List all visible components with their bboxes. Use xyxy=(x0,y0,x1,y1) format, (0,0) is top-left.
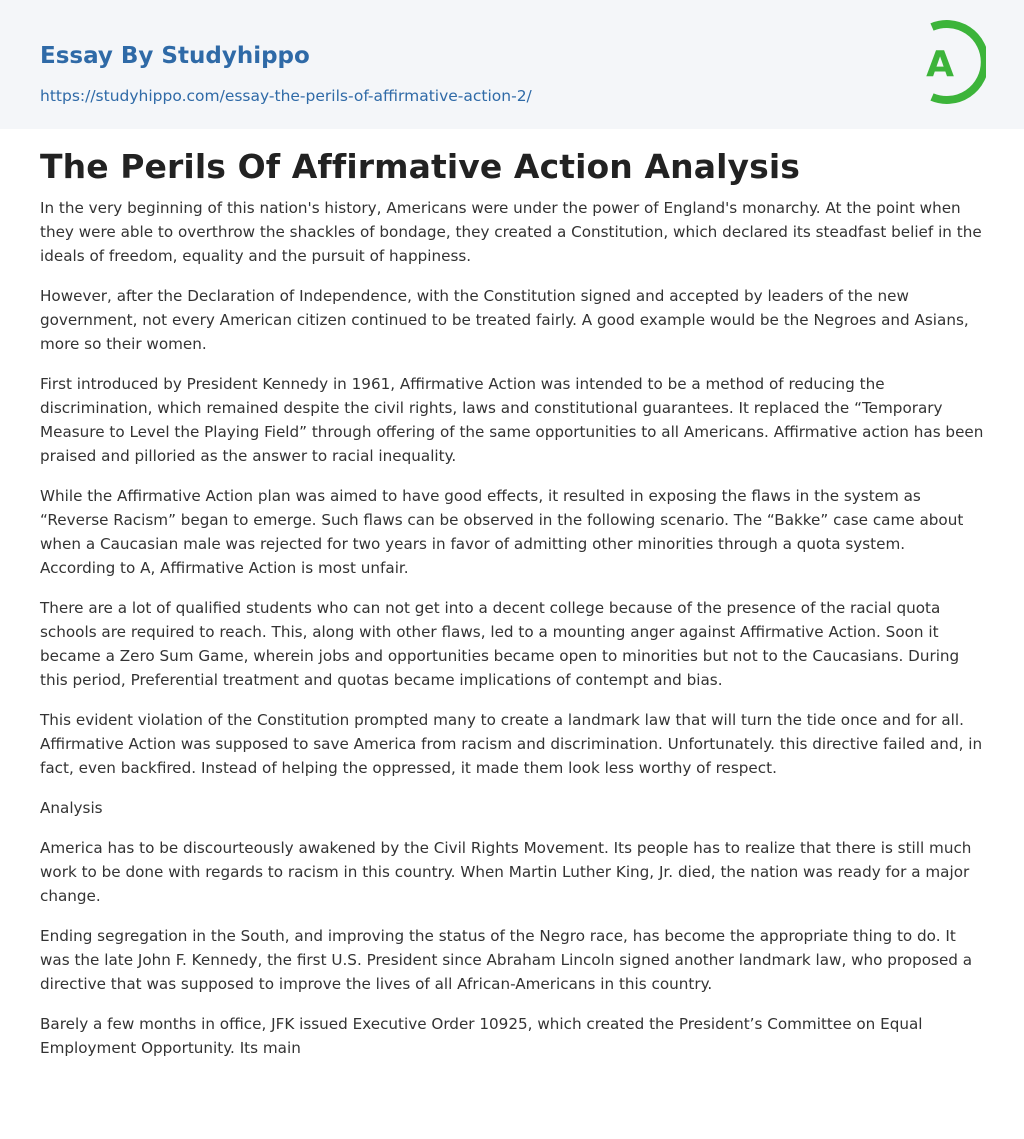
paragraph: America has to be discourteously awakened by the Civil Rights Movement. Its people has to realize that there is still much work to be done with regards to racism in this country. When Martin Luther King, Jr. died, the nation was ready for a major change. xyxy=(40,839,972,905)
paragraph: First introduced by President Kennedy in 1961, Affirmative Action was intended to be a method of reducing the discrimination, which remained despite the civil rights, laws and constitutional guarantees. It replaced the “Temporary Measure to Level the Playing Field” through offering of the same opportunities to all Americans. Affirmative action has been praised and pilloried as the answer to racial inequality. xyxy=(40,375,984,465)
article xyxy=(0,129,1024,1060)
section-heading-analysis: Analysis xyxy=(40,799,103,817)
paragraph: In the very beginning of this nation's history, Americans were under the power of England's monarchy. At the point when they were able to overthrow the shackles of bondage, they created a Constitution, which declared its steadfast belief in the ideals of freedom, equality and the pursuit of happiness. xyxy=(40,199,982,265)
paragraph: This evident violation of the Constitution prompted many to create a landmark law that will turn the tide once and for all. Affirmative Action was supposed to save America from racism and discrimination. Unfortunately. this directive failed and, in fact, even backfired. Instead of helping the oppressed, it made them look less worthy of respect. xyxy=(40,711,983,777)
paragraph: Barely a few months in office, JFK issued Executive Order 10925, which created the President’s Committee on Equal Employment Opportunity. Its main xyxy=(40,1015,923,1057)
logo-letter: A xyxy=(926,44,954,85)
paragraph: While the Affirmative Action plan was aimed to have good effects, it resulted in exposing the flaws in the system as “Reverse Racism” began to emerge. Such flaws can be observed in the following scenario. The “Bakke” case came about when a Caucasian male was rejected for two years in favor of admitting other minorities through a quota system. According to A, Affirmative Action is most unfair. xyxy=(40,487,964,577)
paragraph: There are a lot of qualified students who can not get into a decent college because of the presence of the racial quota schools are required to reach. This, along with other flaws, led to a mounting anger against Affirmative Action. Soon it became a Zero Sum Game, wherein jobs and opportunities became open to minorities but not to the Caucasians. During this period, Preferential treatment and quotas became implications of contempt and bias. xyxy=(40,599,960,689)
paragraph: Ending segregation in the South, and improving the status of the Negro race, has become the appropriate thing to do. It was the late John F. Kennedy, the first U.S. President since Abraham Lincoln signed another landmark law, who proposed a directive that was supposed to improve the lives of all African-Americans in this country. xyxy=(40,927,973,993)
page-title: The Perils Of Affirmative Action Analysis xyxy=(40,147,800,186)
source-url-link[interactable]: https://studyhippo.com/essay-the-perils-of-affirmative-action-2/ xyxy=(40,87,532,105)
studyhippo-logo-icon[interactable] xyxy=(912,18,986,106)
site-header xyxy=(0,0,1024,129)
paragraph: However, after the Declaration of Independence, with the Constitution signed and accepted by leaders of the new government, not every American citizen continued to be treated fairly. A good example would be the Negroes and Asians, more so their women. xyxy=(40,287,969,353)
brand-title: Essay By Studyhippo xyxy=(40,43,310,69)
